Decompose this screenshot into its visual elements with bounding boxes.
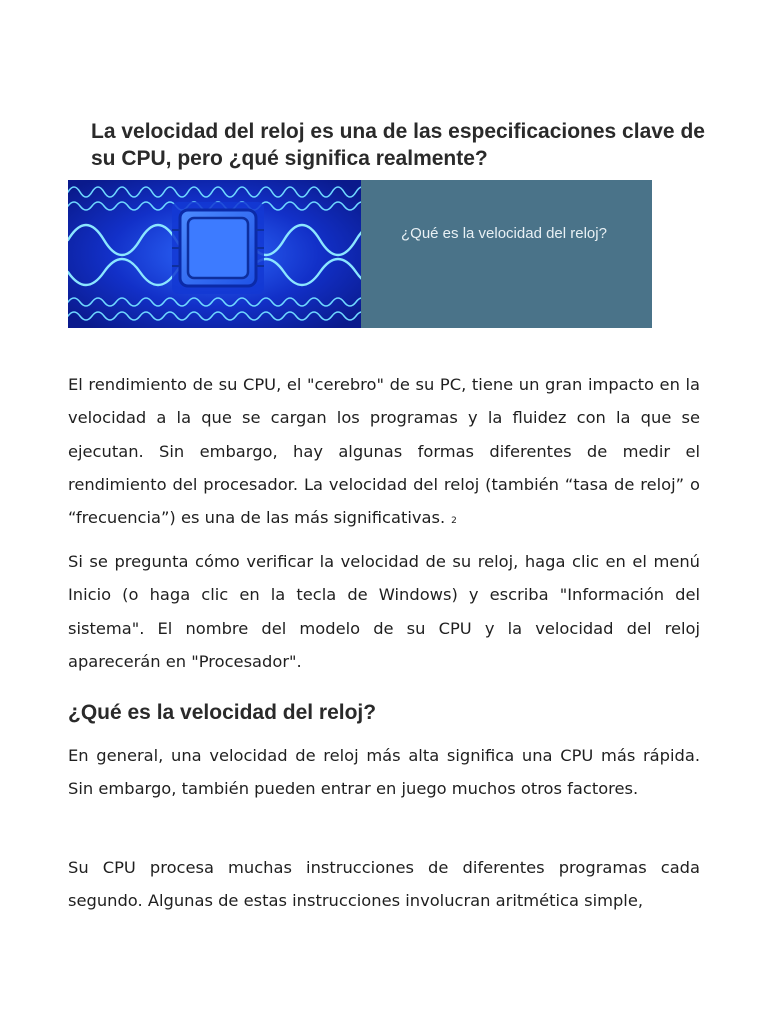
cpu-chip-with-waves-image bbox=[68, 180, 361, 328]
article-banner bbox=[68, 180, 652, 328]
check-speed-paragraph: Si se pregunta cómo verificar la velocidad de su reloj, haga clic en el menú Inicio (o haga clic en la tecla de Windows) y escriba "Información del sistema". El nombre del modelo de su CPU y la velocidad del reloj aparecerán en "Procesador". bbox=[68, 552, 700, 671]
footnote-marker[interactable]: 2 bbox=[451, 516, 457, 527]
intro-paragraph-text: El rendimiento de su CPU, el "cerebro" de su PC, tiene un gran impacto en la velocidad a la que se cargan los programas y la fluidez con la que se ejecutan. Sin embargo, hay algunas formas diferentes de medir el rendimiento del procesador. La velocidad del reloj (también “tasa de reloj” o “frecuencia”) es una de las más significativas. bbox=[68, 375, 700, 528]
intro-paragraph bbox=[68, 368, 700, 538]
banner-caption: ¿Qué es la velocidad del reloj? bbox=[401, 225, 607, 242]
section-paragraph-1: En general, una velocidad de reloj más alta significa una CPU más rápida. Sin embargo, también pueden entrar en juego muchos otros factores. bbox=[68, 746, 700, 799]
article-title: La velocidad del reloj es una de las especificaciones clave de su CPU, pero ¿qué significa realmente? bbox=[91, 120, 705, 170]
section-paragraph-2: Su CPU procesa muchas instrucciones de diferentes programas cada segundo. Algunas de estas instrucciones involucran aritmética simple, bbox=[68, 858, 700, 911]
section-heading: ¿Qué es la velocidad del reloj? bbox=[68, 701, 377, 724]
